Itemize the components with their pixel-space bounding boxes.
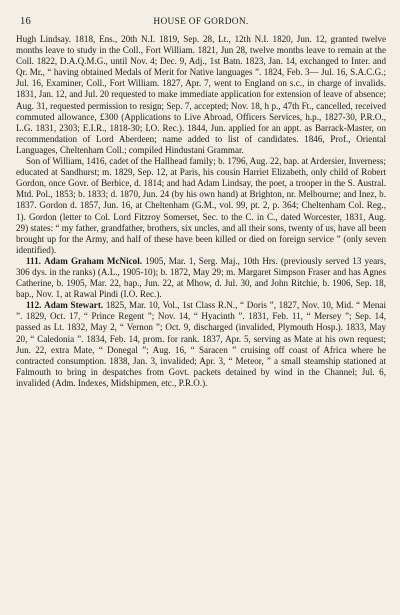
page-body: [16, 34, 386, 389]
entry-number: 111.: [26, 255, 41, 266]
entry-paragraph: [16, 256, 386, 300]
entry-paragraph: [16, 156, 386, 256]
entry-number: 112.: [26, 300, 42, 311]
running-head: HOUSE OF GORDON.: [153, 17, 249, 27]
paragraph-text: 1825, Mar. 10, Vol., 1st Class R.N., “ Doris ”, 1827, Nov. 10, Mid. “ Menai ”. 1829, Oct. 17, “ Prince Regent ”; Nov. 14, “ Hyacinth ”. 1831, Feb. 11, “ Mersey ”; Sep. 14, passed as Lt. 1832, May 2, “ Vernon ”; Oct. 9, discharged (invalided, Plymouth Hosp.). 1833, May 20, “ Caledonia ”. 1834, Feb. 14, prom. for rank. 1837, Apr. 5, serving as Mate at his own request; Jun. 22, extra Mate, “ Donegal ”; Aug. 16, “ Saracen ” cruising off coast of Africa where he contracted consumption. 1838, Jan. 3, invalided; Apr. 3, “ Meteor, ” a small steamship stationed at Falmouth to bring in despatches from Govt. packets detained by wind in the Channel; Jul. 6, invalided (Adm. Indexes, Midshipmen, etc., P.R.O.).: [16, 300, 386, 388]
page-number: 16: [20, 16, 32, 27]
paragraph-text: Hugh Lindsay. 1818, Ens., 20th N.I. 1819, Sep. 28, Lt., 12th N.I. 1820, Jun. 12, granted twelve months leave to study in the Coll., Fort William. 1821, Jun 28, twelve months leave to remain at the Coll. 1822, D.A.Q.M.G., until Nov. 4; Dec. 9, Adj., 1st Batn. 1823, Jan. 14, exchanged to Inter. and Qr. Mr., “ having obtained Medals of Merit for Native languages ”. 1824, Feb. 3— Jul. 16, S.A.C.G.; Jul. 16, Examiner, Coll., Fort William. 1827, Apr. 7, went to England on s.c., in charge of invalids. 1831, Jan. 12, and Jul. 20 requested to make immediate application for extension of leave of absence; Aug. 31, requested permission to resign; Sep. 7, accepted; Nov. 18, h p., 47th Ft., cancelled, received commuted allowance, £300 (Applications to Live Abroad, Officers Services, h.p., 1827-30, P.R.O., L.G. 1831, 2303; E.I.R., 1818-30; I.O. Rec.). 1844, Jun. applied for an appt. as Barrack-Master, on recommendation of Lord Aberdeen; name added to list of candidates. 1846, Prof., Oriental Languages, Cheltenham Coll.; compiled Hindustani Grammar.: [16, 34, 386, 155]
paragraph-text: 1905, Mar. 1, Serg. Maj., 10th Hrs. (previously served 13 years, 306 dys. in the ranks) (A.L., 1905-10); b. 1872, May 29; m. Margaret Simpson Fraser and has Agnes Catherine, b. 1905, Mar. 22, bap., Jun. 22, at Mhow, d. Jul. 30, and John Ritchie, b. 1906, Sep. 18, bap., Nov. 1, at Rawal Pindi (I.O. Rec.).: [16, 255, 386, 300]
page-header: [16, 14, 386, 30]
entry-name: Adam Graham McNicol.: [44, 255, 143, 266]
entry-paragraph: [16, 34, 386, 156]
entry-paragraph: [16, 300, 386, 389]
paragraph-text: Son of William, 1416, cadet of the Hallhead family; b. 1796, Aug. 22, bap. at Ardersier, Inverness; educated at Sandhurst; m. 1829, Sep. 12, at Paris, his cousin Harriet Elizabeth, only child of Robert Gordon, once Govr. of Berbice, d. 1814; and had Adam Lindsay, the poet, a trooper in the S. Austral. Mtd. Pol., 1853; b. 1833; d. 1870, Jun. 24 (by his own hand) at Brighton, nr. Melbourne; and Inez, b. 1837. Gordon d. 1857, Jun. 16, at Cheltenham (G.M., vol. 99, pt. 2, p. 364; Cheltenham Col. Reg., 1). Gordon (letter to Col. Lord Fitzroy Somerset, Sec. to the C. in C., dated Worcester, 1831, Aug. 29) states: “ my father, grandfather, brothers, six uncles, and all their sons, twenty of us, have all been brought up for the Army, and half of these have been killed or died on foreign service ” (only seven identified).: [16, 156, 386, 255]
entry-name: Adam Stewart.: [44, 300, 104, 311]
